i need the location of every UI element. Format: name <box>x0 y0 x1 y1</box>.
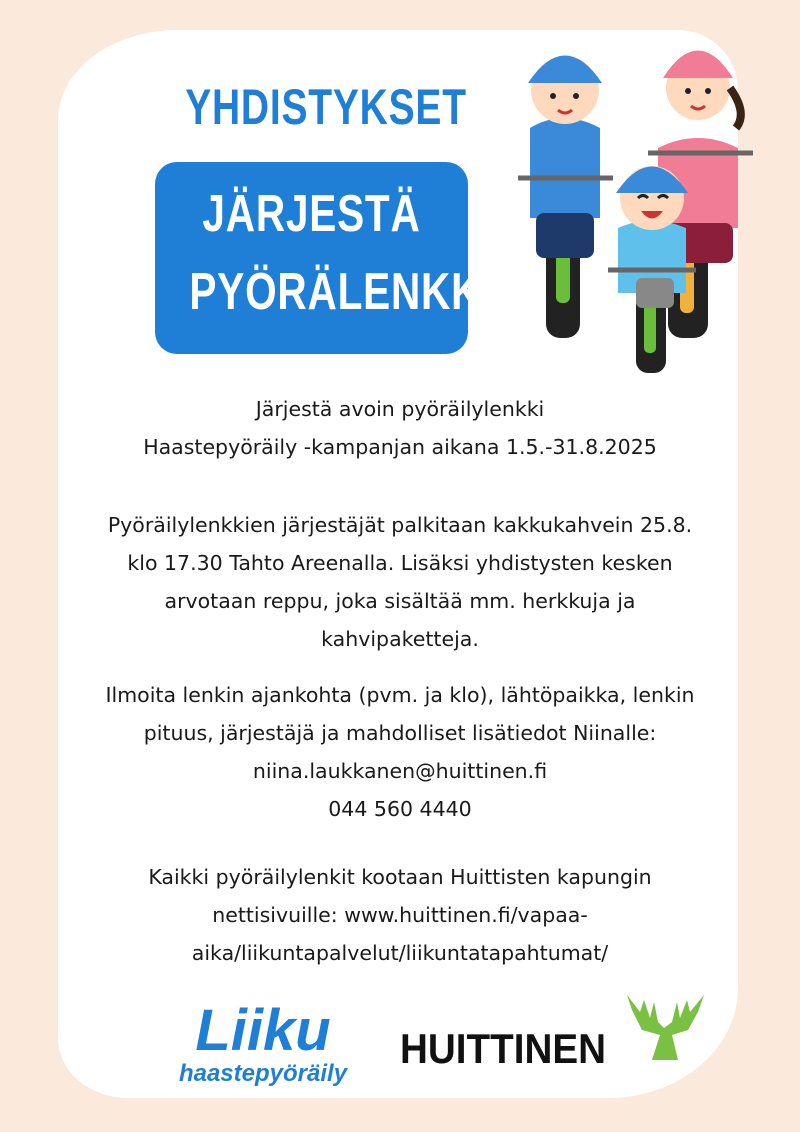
liiku-logo-word: Liiku <box>195 998 331 1063</box>
website-line: Kaikki pyöräilylenkit kootaan Huittisten kapungin <box>148 865 652 889</box>
huittinen-logo-word: HUITTINEN <box>400 1025 607 1072</box>
reward-line: arvotaan reppu, joka sisältää mm. herkkuja ja <box>164 589 636 613</box>
contact-email[interactable]: niina.laukkanen@huittinen.fi <box>252 759 548 783</box>
reward-line: kahvipaketteja. <box>321 627 479 651</box>
small-boy-cyclist-icon <box>608 166 696 373</box>
liiku-logo <box>168 995 358 1090</box>
intro-line: Haastepyöräily -kampanjan aikana 1.5.-31.8.2025 <box>143 435 657 459</box>
liiku-logo-subtitle: haastepyöräily <box>178 1060 348 1087</box>
intro-text <box>70 390 730 466</box>
website-text <box>70 858 730 972</box>
boy-cyclist-icon <box>518 56 613 339</box>
notify-line: pituus, järjestäjä ja mahdolliset lisätiedot Niinalle: <box>143 721 657 745</box>
page-title: YHDISTYKSET <box>185 79 467 135</box>
website-line: aika/liikuntapalvelut/liikuntatapahtumat/ <box>191 941 609 965</box>
reward-line: Pyöräilylenkkien järjestäjät palkitaan kakkukahvein 25.8. <box>107 513 693 537</box>
badge-line-2: PYÖRÄLENKKI <box>189 263 494 321</box>
notify-text <box>70 676 730 828</box>
intro-line: Järjestä avoin pyöräilylenkki <box>255 397 545 421</box>
children-cycling-illustration-icon <box>508 28 758 378</box>
badge-line-1: JÄRJESTÄ <box>202 185 421 243</box>
website-line: nettisivuille: www.huittinen.fi/vapaa- <box>212 903 588 927</box>
reward-line: klo 17.30 Tahto Areenalla. Lisäksi yhdistysten kesken <box>127 551 673 575</box>
reward-text <box>70 506 730 658</box>
contact-phone[interactable]: 044 560 4440 <box>328 797 472 821</box>
moose-antlers-logo-icon <box>622 990 712 1065</box>
notify-line: Ilmoita lenkin ajankohta (pvm. ja klo), lähtöpaikka, lenkin <box>105 683 695 707</box>
headline-badge <box>155 162 494 354</box>
